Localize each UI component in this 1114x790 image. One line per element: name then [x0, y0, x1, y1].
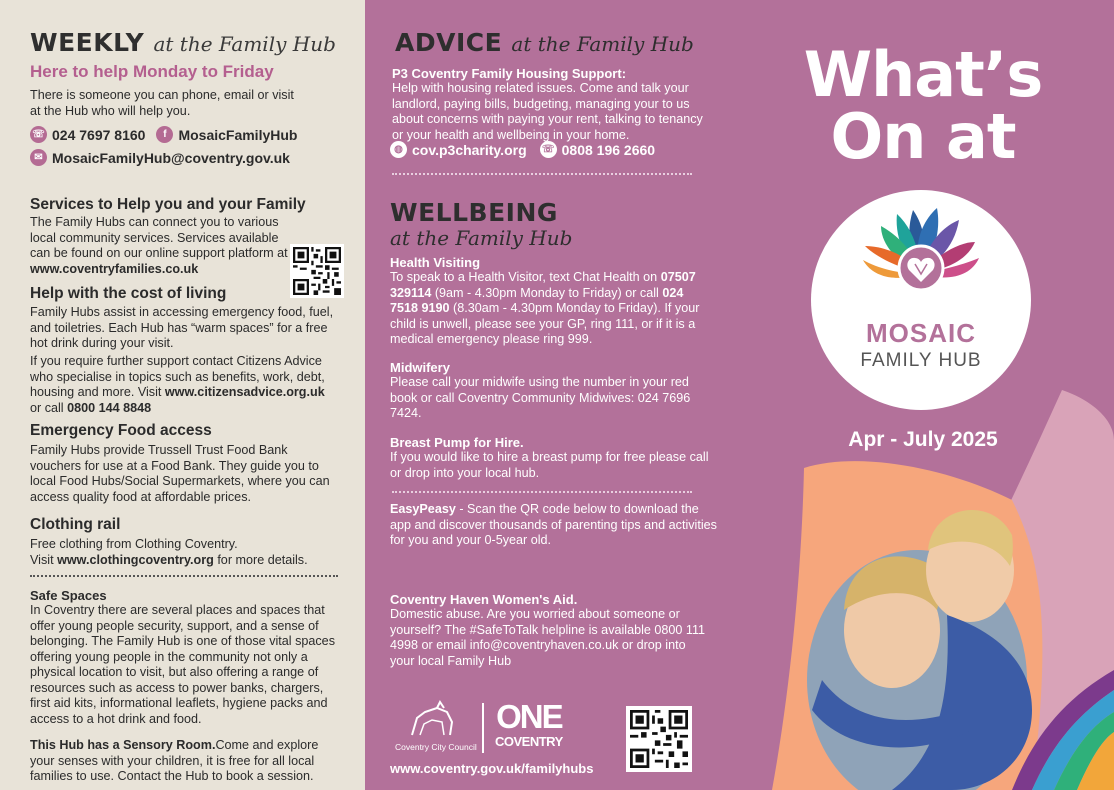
cost-body: If you require further support contact Citizens Advice who specialise in topics such as benefits, work, debt, housing and more. Visit: [30, 354, 325, 399]
hv-text3: (8.30am - 4.30pm Monday to Friday). If your child is unwell, please see your GP, ring 111, or if it is a medical emergency please ring 999.: [390, 301, 700, 346]
logo-circle: [811, 190, 1031, 410]
council-name: Coventry City Council: [395, 742, 477, 752]
p3-title: P3 Coventry Family Housing Support:: [392, 66, 627, 81]
food-title: Emergency Food access: [30, 422, 212, 439]
cost-text1: Family Hubs assist in accessing emergency food, fuel, and toiletries. Each Hub has “warm spaces” for a free hot drink during your visit.: [30, 305, 334, 350]
advice-script: at the Family Hub: [511, 32, 694, 56]
middle-divider-2: [392, 491, 692, 493]
services-qr-code[interactable]: [290, 244, 344, 298]
easypeasy-qr-code[interactable]: [626, 706, 692, 772]
brand-name: MOSAIC: [866, 318, 976, 348]
cost-title: Help with the cost of living: [30, 285, 227, 302]
mw-text: Please call your midwife using the number in your red book or call Coventry Community Midwives: 024 7696 7424.: [390, 375, 691, 420]
weekly-subheading: Here to help Monday to Friday: [30, 62, 274, 81]
sensory-text: [30, 738, 338, 785]
wellbeing-script: at the Family Hub: [390, 226, 573, 250]
easypeasy-body: - Scan the QR code below to download the app and discover thousands of parenting tips and activities for you and your 0-5year old.: [390, 502, 717, 547]
date-range: Apr - July 2025: [848, 428, 998, 451]
citizens-advice-link[interactable]: www.citizensadvice.org.uk: [164, 385, 325, 399]
council-logo: [392, 700, 492, 756]
chat-health-number: 07507 329114: [390, 270, 696, 300]
p3-text: Help with housing related issues. Come and talk your landlord, paying bills, budgeting, managing your to us about concerns with paying your rent, talking to tenancy or your health and wellbeing in your home.: [392, 81, 703, 142]
easypeasy-title: EasyPeasy: [390, 502, 456, 516]
citizens-advice-phone: 0800 144 8848: [67, 400, 152, 415]
p3-contact[interactable]: [390, 141, 655, 158]
weekly-intro: There is someone you can phone, email or visit at the Hub who will help you.: [30, 88, 294, 118]
weekly-panel: [0, 0, 365, 790]
hv-text: [390, 270, 710, 348]
cost-or-call: or call: [30, 400, 64, 415]
cost-text2: [30, 354, 330, 416]
food-text: Family Hubs provide Trussell Trust Food Bank vouchers for use at a Food Bank. They guide you to local Food Hubs/Social Supermarkets, where you can access quality food at affordable prices.: [30, 443, 330, 504]
haven-text: Domestic abuse. Are you worried about someone or yourself? The #SafeToTalk helpline is available 0800 111 4998 or email info@coventryhaven.co.uk or drop into your local Family Hub: [390, 607, 706, 668]
advice-title: ADVICE: [395, 28, 503, 57]
hv-text2: (9am - 4.30pm Monday to Friday) or call: [434, 285, 659, 300]
cover-line2: On at: [830, 100, 1016, 173]
clothing-text: [30, 537, 335, 568]
p3-website[interactable]: cov.p3charity.org: [412, 141, 527, 158]
sensory-bold: This Hub has a Sensory Room.: [30, 738, 216, 752]
facebook-icon: f: [156, 126, 173, 143]
email-icon: ✉: [30, 149, 47, 166]
email-address: MosaicFamilyHub@coventry.gov.uk: [52, 149, 290, 166]
qr-code-icon: [630, 710, 688, 768]
sensory-body: Come and explore your senses with your children, it is free for all local families to use. Contact the Hub to book a session.: [30, 738, 319, 783]
safe-title: Safe Spaces: [30, 588, 107, 603]
one-text: ONE: [496, 698, 562, 735]
bp-title: Breast Pump for Hire.: [390, 435, 524, 450]
clothing-body: Free clothing from Clothing Coventry.: [30, 537, 238, 551]
haven-title: Coventry Haven Women's Aid.: [390, 592, 578, 607]
phone-icon: ☏: [540, 141, 557, 158]
email-contact[interactable]: [30, 149, 290, 166]
mw-title: Midwifery: [390, 360, 450, 375]
clothing-visit: Visit: [30, 552, 54, 567]
safe-text: In Coventry there are several places and spaces that offer young people security, support, and a sense of belonging. The Family Hub is one of those vital spaces offering young people in the community not only a physical location to visit, but also offering a range of resources such as access to power banks, chargers, first aid kits, informational leaflets, hygiene packs and access to a hot drink and food.: [30, 603, 335, 726]
one-coventry-logo: [495, 700, 563, 749]
weekly-title: WEEKLY: [30, 28, 145, 57]
services-text: [30, 215, 290, 277]
mosaic-lotus-icon: [851, 202, 991, 302]
middle-divider-1: [392, 173, 692, 175]
wellbeing-title: WELLBEING: [390, 198, 558, 227]
facebook-handle: MosaicFamilyHub: [178, 126, 298, 143]
hv-text1: To speak to a Health Visitor, text Chat Health on: [390, 270, 658, 284]
footer-url[interactable]: www.coventry.gov.uk/familyhubs: [390, 761, 594, 776]
cover-photo-illustration: [732, 380, 1114, 790]
advice-panel: [365, 0, 732, 790]
clothing-details: for more details.: [217, 552, 308, 567]
services-body: The Family Hubs can connect you to various local community services. Services available can be found on our online support platform at: [30, 215, 288, 260]
phone-number: 024 7697 8160: [52, 126, 146, 143]
cover-panel: [732, 0, 1114, 790]
weekly-script: at the Family Hub: [153, 32, 336, 56]
clothing-title: Clothing rail: [30, 516, 121, 533]
elephant-castle-icon: [392, 700, 482, 740]
left-divider: [30, 575, 338, 577]
weekly-heading: [30, 28, 336, 57]
easypeasy-text: [390, 502, 720, 549]
services-link[interactable]: www.coventryfamilies.co.uk: [30, 261, 199, 276]
cover-line1: What’s: [803, 38, 1043, 111]
health-visitor-number: 024 7518 9190: [390, 285, 684, 315]
p3-phone: 0808 196 2660: [561, 141, 656, 158]
advice-heading: [395, 28, 694, 57]
globe-icon: ◍: [390, 141, 407, 158]
phone-contact[interactable]: [30, 126, 297, 143]
clothing-link[interactable]: www.clothingcoventry.org: [57, 552, 214, 567]
phone-icon: ☏: [30, 126, 47, 143]
footer-divider: [482, 703, 484, 753]
coventry-text: COVENTRY: [495, 734, 563, 749]
cover-headline: [732, 38, 1114, 173]
brand-subtitle: FAMILY HUB: [860, 350, 982, 371]
hv-title: Health Visiting: [390, 255, 481, 270]
services-title: Services to Help you and your Family: [30, 196, 306, 213]
bp-text: If you would like to hire a breast pump for free please call or drop into your local hub.: [390, 450, 709, 480]
qr-code-icon: [293, 247, 341, 295]
